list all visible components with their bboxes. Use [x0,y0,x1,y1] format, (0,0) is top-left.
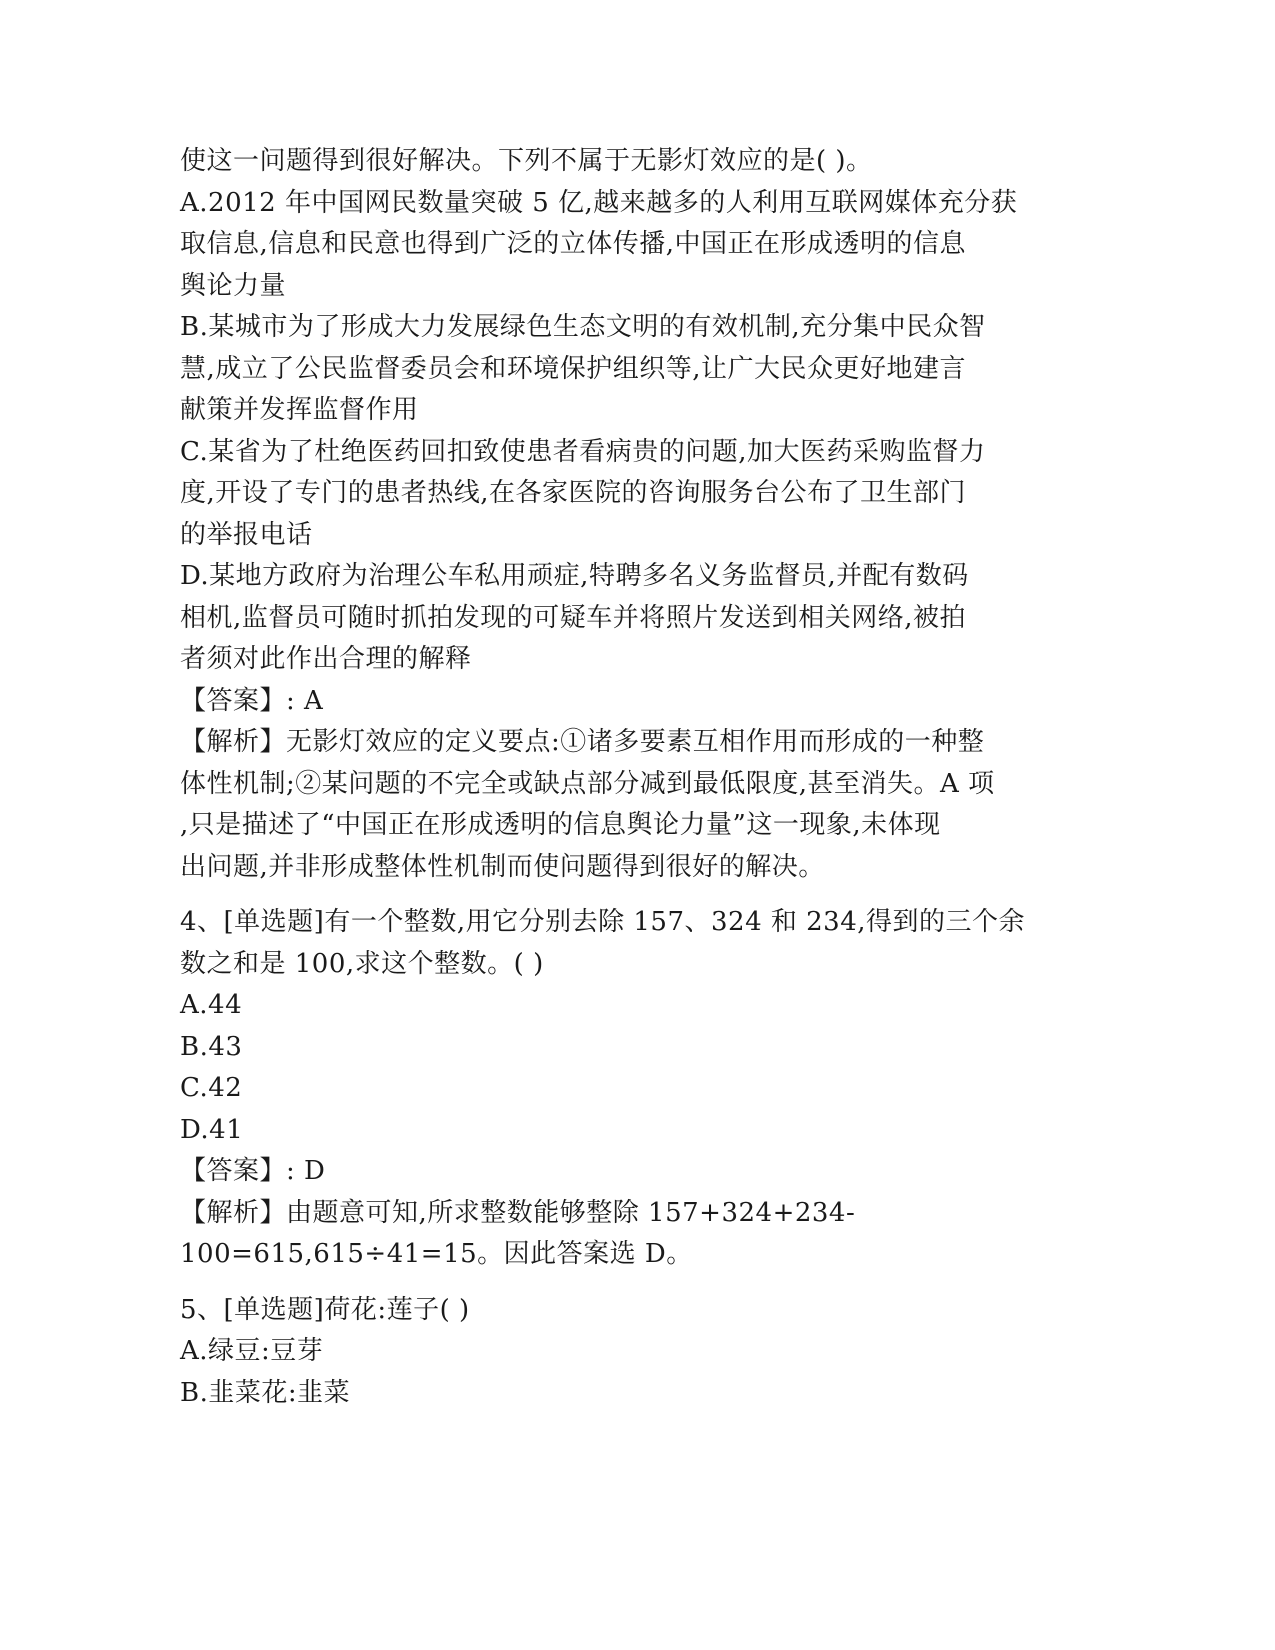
question-3-option-b-line-2: 慧,成立了公民监督委员会和环境保护组织等,让广大民众更好地建言 [180,353,967,384]
question-3-option-d-line-3: 者须对此作出合理的解释 [180,644,472,674]
question-separator [180,1276,1050,1290]
question-4 [180,902,1050,1276]
question-4-option-a: A.44 [180,990,243,1020]
question-3-analysis-line-4: 出问题,并非形成整体性机制而使问题得到很好的解决。 [180,851,825,882]
question-4-analysis-line-1: 【解析】由题意可知,所求整数能够整除 157+324+234- [180,1197,856,1228]
question-4-stem-line-1: 4、[单选题]有一个整数,用它分别去除 157、324 和 234,得到的三个余 [180,907,1026,937]
question-3-option-d-line-2: 相机,监督员可随时抓拍发现的可疑车并将照片发送到相关网络,被拍 [180,602,967,633]
question-5-option-b: B.韭菜花:韭菜 [180,1377,351,1408]
document-page [180,141,1050,1414]
question-4-option-d: D.41 [180,1114,244,1145]
question-3-stem: 使这一问题得到很好解决。下列不属于无影灯效应的是( )。 [180,146,873,176]
question-3-answer: 【答案】: A [180,685,324,716]
question-4-stem-line-2: 数之和是 100,求这个整数。( ) [180,948,544,979]
question-5-option-a: A.绿豆:豆芽 [180,1336,324,1366]
question-separator [180,888,1050,902]
question-3-analysis-line-1: 【解析】无影灯效应的定义要点:①诸多要素互相作用而形成的一种整 [180,727,985,757]
question-3 [180,141,1050,888]
question-3-option-b-line-1: B.某城市为了形成大力发展绿色生态文明的有效机制,充分集中民众智 [180,312,986,342]
question-4-option-c: C.42 [180,1073,243,1103]
question-5 [180,1290,1050,1415]
question-3-option-b-line-3: 献策并发挥监督作用 [180,395,419,425]
question-4-analysis-line-2: 100=615,615÷41=15。因此答案选 D。 [180,1239,693,1269]
question-4-option-b: B.43 [180,1031,243,1062]
question-3-option-a-line-3: 舆论力量 [180,270,287,301]
question-3-option-c-line-2: 度,开设了专门的患者热线,在各家医院的咨询服务台公布了卫生部门 [180,478,967,508]
question-3-option-a-line-2: 取信息,信息和民意也得到广泛的立体传播,中国正在形成透明的信息 [180,229,967,259]
question-3-option-d-line-1: D.某地方政府为治理公车私用顽症,特聘多名义务监督员,并配有数码 [180,561,969,591]
question-3-option-c-line-3: 的举报电话 [180,519,313,550]
question-4-answer: 【答案】: D [180,1156,326,1186]
question-5-stem: 5、[单选题]荷花:莲子( ) [180,1294,470,1325]
question-3-option-a-line-1: A.2012 年中国网民数量突破 5 亿,越来越多的人利用互联网媒体充分获 [180,187,1018,218]
question-3-option-c-line-1: C.某省为了杜绝医药回扣致使患者看病贵的问题,加大医药采购监督力 [180,436,986,467]
question-3-analysis-line-2: 体性机制;②某问题的不完全或缺点部分减到最低限度,甚至消失。A 项 [180,768,995,799]
question-3-analysis-line-3: ,只是描述了“中国正在形成透明的信息舆论力量”这一现象,未体现 [180,810,941,840]
